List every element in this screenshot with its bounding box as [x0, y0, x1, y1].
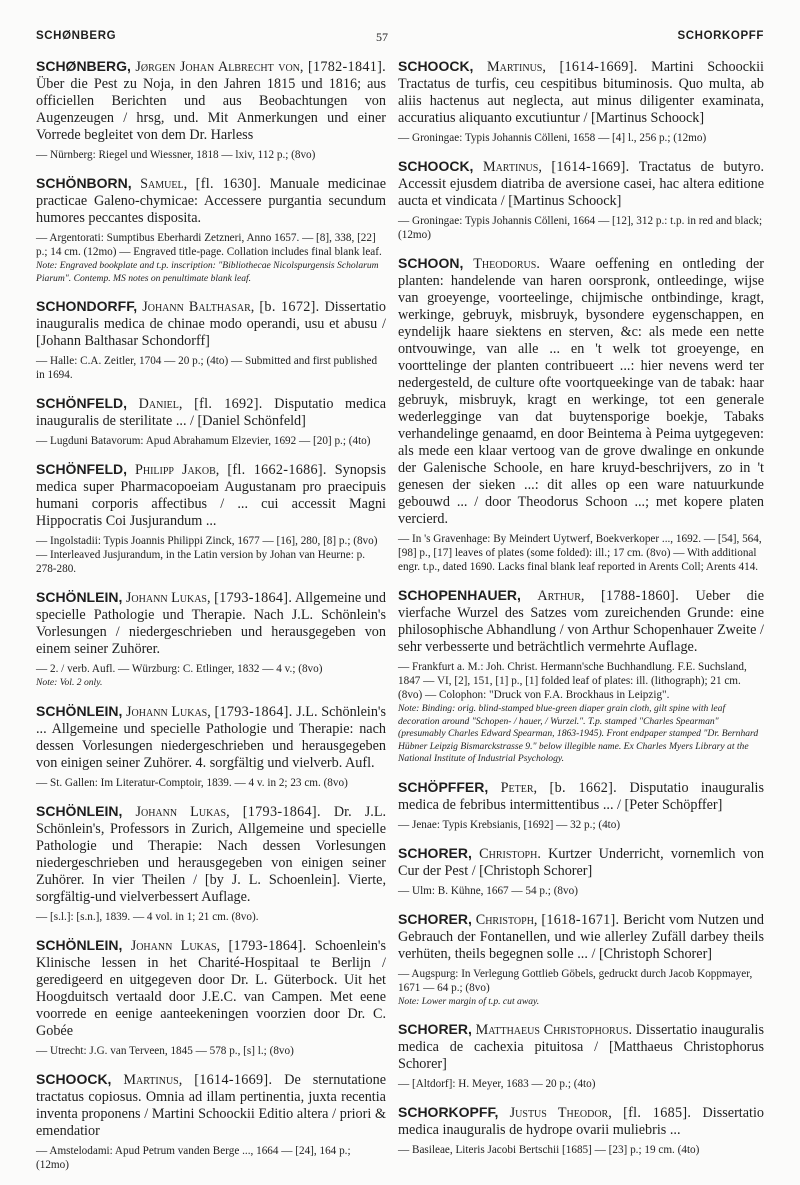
author-forename: Justus Theodor, — [509, 1105, 612, 1121]
entry-title: Bericht vom Nutzen und Gebrauch der Fontanellen, und wie allerley Zufäll darbey theils verhüten, theils begegnen solle ... / [Christoph Schorer] — [398, 911, 765, 962]
catalog-entry — [398, 779, 764, 832]
author-surname: SCHORKOPFF, — [398, 1104, 499, 1120]
entry-note: Note: Engraved bookplate and t.p. inscription: "Bibliothecae Nicolspurgensis Scholarum Piarum". Contemp. MS notes on penultimate blank leaf. — [36, 260, 379, 284]
author-surname: SCHOPENHAUER, — [398, 587, 521, 603]
author-surname: SCHÖNLEIN, — [36, 936, 123, 953]
author-forename: Theodorus. — [473, 256, 540, 272]
author-dates: [1793-1864]. — [214, 590, 293, 606]
author-surname: SCHOON, — [398, 255, 464, 271]
running-head — [36, 30, 764, 46]
left-column — [36, 58, 386, 1185]
author-forename: Johann Balthasar, — [142, 299, 255, 315]
entry-title: Martini Schoockii Tractatus de turfis, ceu cespitibus bituminosis. Quo multa, ab aliis hactenus aut neglecta, aut minus diligenter examinata, accuratius aliquanto excutiuntur / [Martinus Schoock] — [398, 59, 764, 126]
catalog-entry — [398, 1104, 764, 1157]
entry-imprint: — Nürnberg: Riegel und Wiessner, 1818 — lxiv, 112 p.; (8vo) — [36, 149, 316, 161]
entry-title: Manuale medicinae practicae Galeno-chymicae: Accessere purgantia secundum humores peccantes disposita. — [36, 176, 386, 226]
author-forename: Daniel, — [138, 396, 183, 412]
entry-title: Disputatio medica inauguralis de sterilitate ... / [Daniel Schönfeld] — [36, 396, 387, 429]
entry-imprint: — In 's Gravenhage: By Meindert Uytwerf, Boekverkoper ..., 1692. — [54], 564, [98] p., [17] leaves of plates (some folded): ill.; 17 cm. (8vo) — With additional engr. t.p., dated 1690. Lacks final blank leaf reported in Arents Coll; Arents 414. — [398, 533, 762, 573]
entry-title: Tractatus de butyro. Accessit ejusdem diatriba de aversione casei, hac altera editione aucta et vindicata / [Martinus Schoock] — [398, 159, 765, 209]
author-surname: SCHORER, — [398, 844, 472, 861]
author-surname: SCHONDORFF, — [36, 298, 138, 314]
author-dates: [1618-1671]. — [541, 911, 620, 928]
author-surname: SCHÖPFFER, — [398, 778, 489, 795]
entry-imprint: — Argentorati: Sumptibus Eberhardi Zetzneri, Anno 1657. — [8], 338, [22] p.; 14 cm. (12mo) — Engraved title-page. Collation includes final blank leaf. — [36, 232, 382, 258]
entry-imprint: — Ingolstadii: Typis Joannis Philippi Zinck, 1677 — [16], 280, [8] p.; (8vo) — Interleaved Jusjurandum, in the Latin version by Johan van Heurne: p. 278-280. — [36, 535, 378, 575]
catalog-entry — [398, 587, 764, 766]
entry-imprint: — Ulm: B. Kühne, 1667 — 54 p.; (8vo) — [398, 884, 578, 897]
author-forename: Martinus, — [123, 1071, 183, 1088]
author-dates: [1614-1669]. — [551, 159, 630, 175]
entry-note: Note: Binding: orig. blind-stamped blue-green diaper grain cloth, gilt spine with leaf decoration around "Schopen- / hauer, / Wurzel.". T.p. stamped "Charles Spearman" (presumably Charles Edward Spearman, 1863-1945). Front endpaper stamped "Dr. Bernhard Hübner Leipzig Bismarckstrasse 9." below illegible name. Ex Charles Myers Library at the National Institute of Industrial Psychology. — [398, 703, 759, 764]
author-dates: [b. 1662]. — [549, 779, 617, 796]
entry-heading — [398, 255, 764, 528]
author-surname: SCHOOCK, — [398, 158, 474, 174]
entry-imprint: — Utrecht: J.G. van Terveen, 1845 — 578 p., [s] l.; (8vo) — [36, 1044, 294, 1057]
entry-title: J.L. Schönlein's ... Allgemeine und specielle Pathologie und Therapie: nach dessen Vorlesungen niedergeschrieben und herausgegeben von einigen seiner Zuhörer. 4. sorgfältig und vielverb. Aufl. — [36, 703, 387, 771]
author-dates: [1793-1864]. — [242, 803, 321, 820]
author-forename: Arthur, — [537, 588, 585, 604]
author-dates: [fl. 1662-1686]. — [227, 462, 327, 478]
entry-heading — [36, 395, 386, 430]
entry-heading — [36, 58, 386, 144]
entry-heading — [398, 1104, 764, 1139]
entry-title: Schoenlein's Klinische lessen in het Charité-Hospitaal te Berlijn / geredigeerd en uitgegeven door Dr. L. Güterbock. Uit het Hoogduitsch vertaald door J.E.C. van Campen. Met eene voorrede en eenige aanteekeningen voorzien door Dr. C. Gobée — [36, 937, 386, 1039]
entry-imprint: — Groningae: Typis Johannis Cölleni, 1658 — [4] l., 256 p.; (12mo) — [398, 132, 707, 144]
entry-title: Über die Pest zu Noja, in den Jahren 1815 und 1816; aus officiellen Berichten und aus Beobachtungen von Augenzeugen / hrsg, und. Mit Anmerkungen und einer Vorrede begleitet von dem Dr. Harless — [36, 76, 386, 143]
entry-heading — [398, 845, 764, 880]
entry-heading — [398, 779, 764, 814]
author-forename: Jørgen Johan Albrecht von, — [135, 59, 304, 75]
catalog-entry — [398, 58, 764, 145]
page-number: 57 — [376, 30, 388, 44]
entry-imprint: — Halle: C.A. Zeitler, 1704 — 20 p.; (4to) — Submitted and first published in 1694. — [36, 355, 378, 381]
catalog-entry — [36, 395, 386, 448]
entry-heading — [36, 803, 386, 906]
author-dates: [fl. 1685]. — [623, 1105, 692, 1121]
author-dates: [1782-1841]. — [307, 59, 387, 75]
author-surname: SCHØNBERG, — [36, 58, 131, 74]
author-dates: [fl. 1692]. — [194, 396, 263, 412]
author-forename: Christoph. — [479, 845, 541, 862]
catalog-entry — [36, 58, 386, 162]
running-head-right: SCHORKOPFF — [677, 30, 764, 42]
entry-imprint: — Lugduni Batavorum: Apud Abrahamum Elzevier, 1692 — [20] p.; (4to) — [36, 435, 371, 447]
catalog-entry — [398, 911, 764, 1009]
entry-heading — [36, 175, 386, 227]
entry-heading — [36, 589, 386, 658]
author-dates: [1614-1669]. — [194, 1071, 273, 1088]
author-dates: [1614-1669]. — [559, 59, 638, 75]
author-dates: [b. 1672]. — [259, 299, 320, 315]
author-surname: SCHÖNFELD, — [36, 395, 127, 411]
catalog-entry — [36, 1071, 386, 1172]
catalog-entry — [36, 589, 386, 690]
author-dates: [1793-1864]. — [214, 703, 293, 720]
author-surname: SCHÖNLEIN, — [36, 702, 123, 719]
entry-heading — [398, 1021, 764, 1073]
catalog-entry — [398, 845, 764, 898]
author-surname: SCHÖNBORN, — [36, 175, 132, 191]
catalog-entry — [36, 937, 386, 1058]
catalog-entry — [398, 158, 764, 242]
author-forename: Johann Lukas, — [130, 937, 221, 954]
catalog-entry — [36, 703, 386, 790]
author-forename: Martinus, — [482, 159, 542, 175]
catalog-entry — [398, 1021, 764, 1091]
entry-imprint: — St. Gallen: Im Literatur-Comptoir, 1839. — 4 v. in 2; 23 cm. (8vo) — [36, 776, 348, 789]
entry-imprint: — Augspurg: In Verlegung Gottlieb Göbels, gedruckt durch Jacob Koppmayer, 1671 — 64 p.; (8vo) — [398, 967, 753, 994]
entry-title: Ueber die vierfache Wurzel des Satzes vom zureichenden Grunde: eine philosophische Abhandlung / von Arthur Schopenhauer Zweite / sehr verbesserte und beträchtlich vermehrte Auflage. — [398, 588, 765, 655]
entry-imprint: — Frankfurt a. M.: Joh. Christ. Hermann'sche Buchhandlung. F.E. Suchsland, 1847 — VI, [2], 151, [1] p., [1] folded leaf of plates: ill. (lithograph); 21 cm. (8vo) — Colophon: "Druck von F.A. Brockhaus in Leipzig". — [398, 661, 747, 701]
entry-imprint: — [Altdorf]: H. Meyer, 1683 — 20 p.; (4to) — [398, 1078, 596, 1090]
author-dates: [1788-1860]. — [600, 588, 680, 604]
entry-heading — [36, 937, 386, 1040]
entry-imprint: — Basileae, Literis Jacobi Bertschii [1685] — [23] p.; 19 cm. (4to) — [398, 1144, 700, 1156]
author-surname: SCHÖNLEIN, — [36, 589, 123, 605]
entry-title: Kurtzer Underricht, vornemlich von Cur der Pest / [Christoph Schorer] — [398, 845, 765, 879]
author-surname: SCHORER, — [398, 1021, 472, 1037]
entry-title: Allgemeine und specielle Pathologie und Therapie. Nach J.L. Schönlein's Vorlesungen / niedergeschrieben und herausgegeben von einem seiner Zuhörer. — [36, 590, 386, 657]
author-forename: Samuel, — [140, 176, 188, 192]
right-column — [398, 58, 764, 1170]
entry-heading — [398, 158, 764, 210]
entry-title: Disputatio inauguralis medica de febribus intermittentibus ... / [Peter Schöpffer] — [398, 779, 765, 813]
entry-title: Dissertatio inauguralis medica de chinae modo operandi, usu et abusu / [Johann Balthasar Schondorff] — [36, 299, 387, 349]
author-forename: Johann Lukas, — [125, 590, 211, 606]
catalog-entry — [398, 255, 764, 574]
author-surname: SCHOOCK, — [398, 58, 474, 74]
author-surname: SCHOOCK, — [36, 1070, 112, 1087]
entry-title: Synopsis medica super Pharmacopoeiam Augustanam pro praecipuis humani corporis affectibus / ... cui accessit Magni Hippocratis Coi Jusjurandum ... — [36, 462, 386, 529]
entry-imprint: — [s.l.]: [s.n.], 1839. — 4 vol. in 1; 21 cm. (8vo). — [36, 910, 259, 923]
author-forename: Philipp Jakob, — [134, 462, 220, 478]
entry-heading — [398, 587, 764, 656]
entry-heading — [36, 1071, 386, 1140]
entry-imprint: — 2. / verb. Aufl. — Würzburg: C. Etlinger, 1832 — 4 v.; (8vo) — [36, 663, 323, 675]
author-surname: SCHÖNLEIN, — [36, 802, 123, 819]
entry-heading — [398, 911, 764, 963]
running-head-left: SCHØNBERG — [36, 30, 117, 42]
entry-imprint: — Groningae: Typis Johannis Cölleni, 1664 — [12], 312 p.: t.p. in red and black; (12mo) — [398, 215, 763, 241]
entry-title: De sternutatione tractatus copiosus. Omnia ad illam pertinentia, juxta recentia inventa proponens / Martini Schoockii Editio altera / priori & emendatior — [36, 1071, 387, 1139]
author-dates: [fl. 1630]. — [195, 176, 262, 192]
entry-title: Dissertatio medica inauguralis de hydrope ovarii muliebris ... — [398, 1105, 765, 1138]
catalog-entry — [36, 298, 386, 382]
catalog-entry — [36, 461, 386, 576]
author-dates: [1793-1864]. — [228, 937, 307, 954]
catalog-entry — [36, 175, 386, 285]
entry-note: Note: Lower margin of t.p. cut away. — [398, 995, 540, 1007]
entry-imprint: — Jenae: Typis Krebsianis, [1692] — 32 p.; (4to) — [398, 818, 621, 831]
entry-heading — [36, 298, 386, 350]
author-surname: SCHÖNFELD, — [36, 461, 127, 477]
catalog-entry — [36, 803, 386, 924]
author-forename: Johann Lukas, — [126, 703, 211, 720]
author-forename: Martinus, — [487, 59, 546, 75]
author-forename: Matthaeus Christophorus. — [475, 1022, 633, 1038]
author-surname: SCHORER, — [398, 910, 472, 927]
author-forename: Christoph, — [475, 911, 538, 928]
author-forename: Peter, — [500, 779, 538, 796]
entry-title: Waare oeffening en ontleding der planten: handelende van haren oorspronk, ontleedinge, wijse van groeyenge, voorteelinge, chijmische ontbindinge, kragt, werkinge, gebruyk, misbruyk, bysondere eygenschappen, en eyndelijk haare siektens en sterven, &c: als mede een nette ontvouwinge, van alle ... en 't welk tot groeyenge, en voorttelinge der planten contribueert ...: hier nevens werd ter nedergesteld, de culture ofte voortqueekinge van de tabak: haar gebruyk, misbruyk, kragt en werkinge, tot een generale wederlegginge van dat buytensporige boekje, Tabaks verhandelinge genaamd, en door Beintema à Peima uytgegeven: als mede een klaar vertoog van de grove dwalinge en onkunde der Galenische Schoole, en hare kruyd-beschrijvers, zo in 't genesen der sieken ...: dit alles op een ware natuurkunde gebouwd ... / door Theodorus Schoon ...; met kopere platen vercierd. — [398, 256, 764, 527]
entry-title: Dissertatio inauguralis medica de cachexia pituitosa / [Matthaeus Christophorus Schorer] — [398, 1022, 765, 1072]
entry-heading — [36, 703, 386, 772]
entry-note: Note: Vol. 2 only. — [36, 677, 103, 688]
entry-imprint: — Amstelodami: Apud Petrum vanden Berge ..., 1664 — [24], 164 p.; (12mo) — [36, 1144, 351, 1171]
entry-heading — [398, 58, 764, 127]
entry-title: Dr. J.L. Schönlein's, Professors in Zurich, Allgemeine und specielle Pathologie und Therapie: Nach dessen Vorlesungen niedergeschrieben und herausgegeben von einigen seiner Zuhörer. In vier Theilen / [by J. L. Schoenlein]. Vierte, sorgfältig-und vielverbessert Auflage. — [36, 803, 387, 905]
entry-heading — [36, 461, 386, 530]
author-forename: Johann Lukas, — [135, 803, 230, 820]
